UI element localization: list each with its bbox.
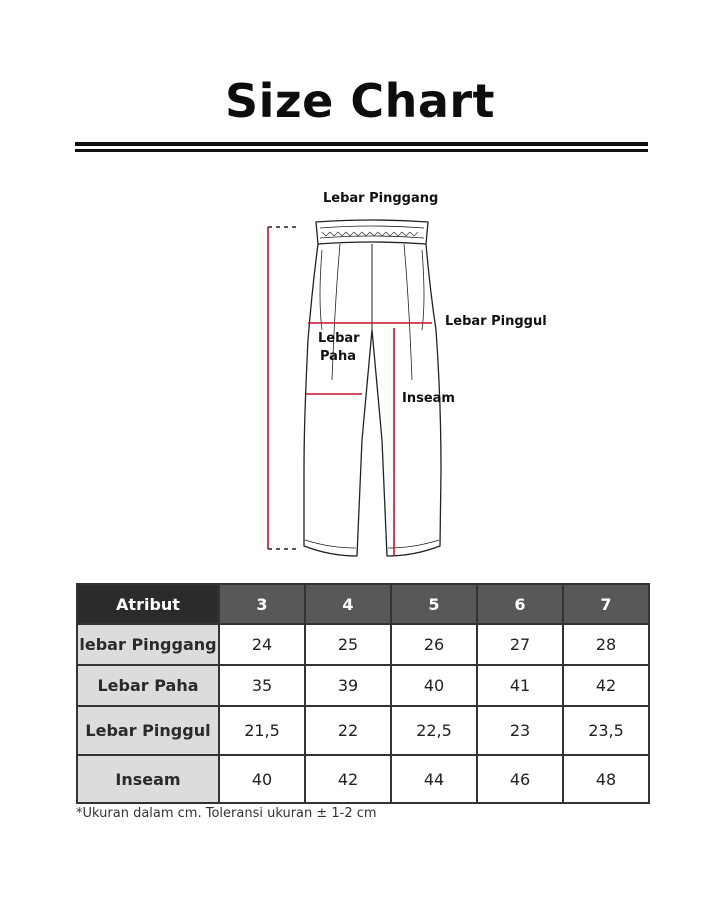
table-row	[77, 665, 649, 706]
pants-diagram	[0, 180, 720, 570]
table-cell: 23	[477, 706, 563, 755]
header-size-7: 7	[563, 584, 649, 624]
table-row	[77, 706, 649, 755]
table-cell: 25	[305, 624, 391, 665]
header-size-4: 4	[305, 584, 391, 624]
header-size-6: 6	[477, 584, 563, 624]
page-title: Size Chart	[224, 74, 496, 128]
table-cell: 39	[305, 665, 391, 706]
table-cell: 26	[391, 624, 477, 665]
table-cell: 44	[391, 755, 477, 803]
hip-label: Lebar Pinggul	[445, 314, 547, 329]
pants-outline	[304, 220, 441, 556]
thigh-label-line1: Lebar	[318, 331, 360, 346]
table-cell: 40	[391, 665, 477, 706]
table-cell: 46	[477, 755, 563, 803]
row-label: Lebar Paha	[77, 665, 219, 706]
waist-label: Lebar Pinggang	[323, 191, 439, 206]
table-cell: 28	[563, 624, 649, 665]
table-cell: 23,5	[563, 706, 649, 755]
table-cell: 35	[219, 665, 305, 706]
table-cell: 22,5	[391, 706, 477, 755]
row-label: Inseam	[77, 755, 219, 803]
header-attribute: Atribut	[77, 584, 219, 624]
thigh-label-line2: Paha	[320, 349, 356, 364]
table-header-row	[77, 584, 649, 624]
table-cell: 41	[477, 665, 563, 706]
header-size-5: 5	[391, 584, 477, 624]
table-cell: 22	[305, 706, 391, 755]
row-label: lebar Pinggang	[77, 624, 219, 665]
table-cell: 40	[219, 755, 305, 803]
size-table	[76, 583, 650, 804]
table-cell: 48	[563, 755, 649, 803]
row-label: Lebar Pinggul	[77, 706, 219, 755]
table-cell: 21,5	[219, 706, 305, 755]
table-cell: 24	[219, 624, 305, 665]
table-cell: 27	[477, 624, 563, 665]
title-divider-top	[75, 142, 648, 146]
table-row	[77, 624, 649, 665]
table-cell: 42	[563, 665, 649, 706]
table-row	[77, 755, 649, 803]
title-divider-bottom	[75, 149, 648, 152]
table-cell: 42	[305, 755, 391, 803]
header-size-3: 3	[219, 584, 305, 624]
size-note: *Ukuran dalam cm. Toleransi ukuran ± 1-2 cm	[76, 806, 377, 821]
inseam-label: Inseam	[402, 391, 455, 406]
